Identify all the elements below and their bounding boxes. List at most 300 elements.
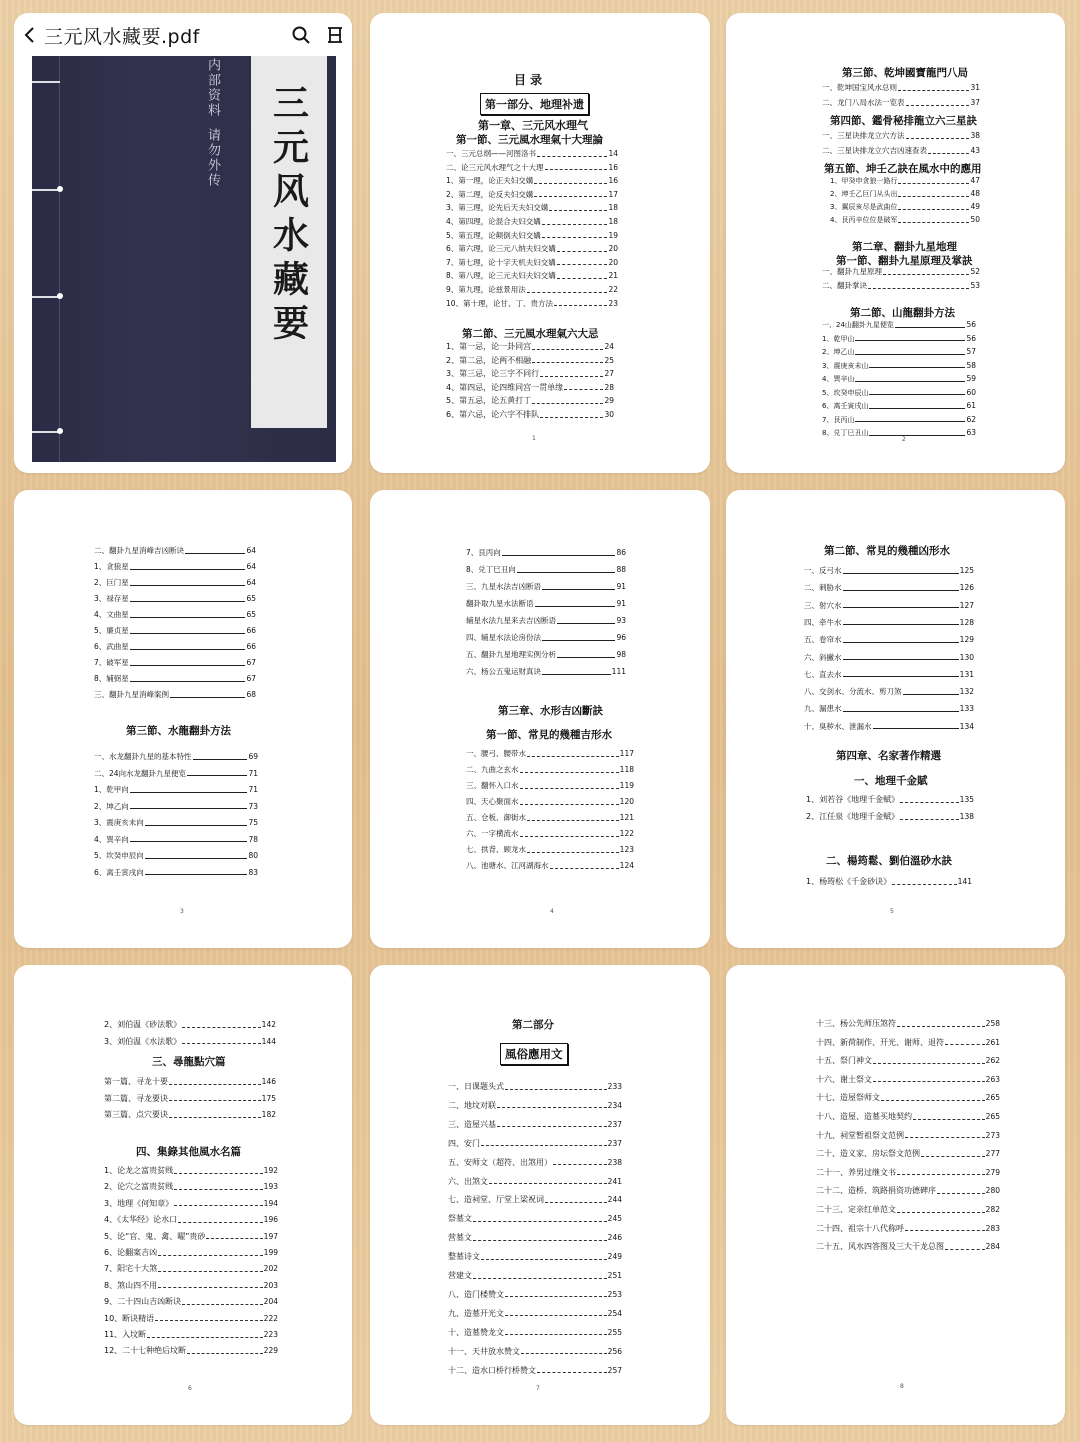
toc-entry[interactable] bbox=[94, 818, 258, 828]
toc-entry-title: 8、第八理，论三元夫妇夫妇交媾 bbox=[446, 271, 556, 281]
leader-line bbox=[542, 233, 608, 238]
leader-line bbox=[505, 1292, 607, 1297]
toc-entry[interactable] bbox=[822, 347, 976, 357]
leader-line bbox=[869, 363, 965, 368]
leader-line bbox=[897, 1022, 985, 1027]
toc-entry[interactable] bbox=[822, 131, 980, 141]
toc-entry[interactable] bbox=[446, 203, 618, 213]
leader-line bbox=[497, 1122, 607, 1127]
leader-line bbox=[843, 672, 959, 677]
toc-entry[interactable] bbox=[816, 1224, 1000, 1234]
toc-entry-page-number: 86 bbox=[616, 548, 626, 557]
toc-entry-title: 一、翻卦九星原理 bbox=[822, 267, 882, 276]
toc-entry[interactable] bbox=[104, 1330, 278, 1340]
toc-entry-page-number: 17 bbox=[608, 189, 618, 199]
toc-entry[interactable] bbox=[448, 1139, 622, 1149]
toc-entry-page-number: 237 bbox=[607, 1138, 622, 1148]
toc-entry[interactable] bbox=[816, 1112, 1000, 1122]
toc-entry[interactable] bbox=[466, 650, 626, 660]
chapter-heading: 第三章、水形吉凶斷訣 bbox=[498, 705, 603, 717]
toc-page-6[interactable] bbox=[14, 965, 352, 1425]
toc-entry[interactable] bbox=[94, 642, 256, 652]
toc-entry-title: 5、第五理，论颠倒夫妇交媾 bbox=[446, 230, 541, 240]
leader-line bbox=[542, 670, 611, 675]
page-number: 1 bbox=[532, 435, 536, 442]
toc-entry[interactable] bbox=[446, 383, 614, 393]
toc-entry[interactable] bbox=[448, 1290, 622, 1300]
leader-line bbox=[873, 724, 959, 729]
toc-page-3[interactable] bbox=[14, 490, 352, 948]
leader-line bbox=[869, 431, 965, 436]
toc-entry[interactable] bbox=[804, 687, 974, 697]
toc-entry-title: 二、论三元风水理气之十大理 bbox=[446, 162, 544, 172]
toc-entry[interactable] bbox=[466, 582, 626, 592]
toc-entry[interactable] bbox=[830, 176, 980, 186]
leader-line bbox=[906, 101, 970, 106]
toc-entry[interactable] bbox=[446, 342, 614, 352]
leader-line bbox=[473, 1236, 607, 1241]
search-button[interactable] bbox=[284, 13, 318, 57]
toc-entry-title: 六、出煞文 bbox=[448, 1176, 488, 1186]
section-heading: 第一節、三元風水理氣十大理論 bbox=[456, 134, 603, 146]
toc-entry[interactable] bbox=[446, 271, 618, 281]
toc-entry-page-number: 193 bbox=[263, 1182, 278, 1192]
toc-entry[interactable] bbox=[448, 1177, 622, 1187]
toc-entry[interactable] bbox=[816, 1056, 1000, 1066]
leader-line bbox=[855, 377, 965, 382]
page-layout-button[interactable] bbox=[318, 13, 352, 57]
toc-entry[interactable] bbox=[448, 1252, 622, 1262]
toc-entry[interactable] bbox=[94, 546, 256, 556]
page-number: 4 bbox=[550, 908, 554, 915]
toc-entry[interactable] bbox=[94, 868, 258, 878]
toc-entry-title: 1、刘若谷《地理千金赋》 bbox=[806, 795, 900, 804]
toc-entry-title: 二十、造义家、房坛祭文范例 bbox=[816, 1149, 920, 1159]
leader-line bbox=[883, 270, 969, 275]
toc-entry[interactable] bbox=[816, 1075, 1000, 1085]
toc-entry[interactable] bbox=[804, 583, 974, 593]
toc-entry[interactable] bbox=[804, 566, 974, 576]
leader-line bbox=[900, 815, 959, 820]
chevron-left-icon bbox=[23, 26, 35, 44]
toc-entry[interactable] bbox=[94, 802, 258, 812]
leader-line bbox=[898, 86, 969, 91]
section-heading: 第三節、乾坤國寶龍門八局 bbox=[842, 67, 968, 79]
leader-line bbox=[527, 848, 619, 853]
toc-entry[interactable] bbox=[804, 653, 974, 663]
leader-line bbox=[130, 661, 246, 666]
toc-entry-page-number: 20 bbox=[608, 244, 618, 254]
toc-entry[interactable] bbox=[104, 1020, 276, 1030]
toc-entry[interactable] bbox=[466, 633, 626, 643]
leader-line bbox=[557, 247, 608, 252]
toc-entry[interactable] bbox=[448, 1120, 622, 1130]
toc-entry-page-number: 111 bbox=[611, 667, 626, 676]
toc-entry[interactable] bbox=[448, 1328, 622, 1338]
toc-entry[interactable] bbox=[446, 190, 618, 200]
toc-entry-page-number: 262 bbox=[985, 1056, 1000, 1066]
toc-entry[interactable] bbox=[806, 877, 972, 887]
toc-entry-title: 4、文曲星 bbox=[94, 610, 129, 619]
toc-entry[interactable] bbox=[816, 1186, 1000, 1196]
toc-entry[interactable] bbox=[94, 851, 258, 861]
toc-entry[interactable] bbox=[94, 674, 256, 684]
section-heading: 第二節、常見的幾種凶形水 bbox=[824, 545, 950, 557]
toc-entry-page-number: 91 bbox=[616, 582, 626, 591]
leader-line bbox=[130, 804, 248, 809]
book-cover bbox=[32, 56, 336, 462]
leader-line bbox=[187, 1349, 262, 1354]
toc-entry[interactable] bbox=[446, 163, 618, 173]
leader-line bbox=[489, 1179, 607, 1184]
leader-line bbox=[557, 274, 608, 279]
toc-entry-page-number: 66 bbox=[246, 626, 256, 635]
toc-entry[interactable] bbox=[446, 231, 618, 241]
toc-entry[interactable] bbox=[816, 1205, 1000, 1215]
toc-entry[interactable] bbox=[446, 244, 618, 254]
leader-line bbox=[928, 149, 969, 154]
toc-entry[interactable] bbox=[446, 258, 618, 268]
toc-entry[interactable] bbox=[94, 594, 256, 604]
toc-entry-page-number: 65 bbox=[246, 594, 256, 603]
toc-entry-title: 六、一字横流水 bbox=[466, 829, 519, 838]
toc-entry-title: 2、坤乙山 bbox=[822, 348, 855, 356]
leader-line bbox=[534, 192, 607, 197]
search-icon bbox=[291, 25, 311, 45]
toc-entry[interactable] bbox=[466, 813, 634, 823]
leader-line bbox=[892, 880, 957, 885]
toc-entry-title: 三、翻卦九星消峰案例 bbox=[94, 690, 169, 699]
toc-entry[interactable] bbox=[822, 428, 976, 438]
leader-line bbox=[564, 385, 603, 390]
toc-entry[interactable] bbox=[816, 1168, 1000, 1178]
toc-entry[interactable] bbox=[94, 835, 258, 845]
toc-page-1[interactable] bbox=[370, 13, 710, 473]
toc-entry-title: 九、造墓开光文 bbox=[448, 1308, 504, 1318]
toc-entry-page-number: 229 bbox=[263, 1346, 278, 1356]
toc-entry-page-number: 131 bbox=[959, 669, 974, 679]
leader-line bbox=[913, 1115, 985, 1120]
toc-entry[interactable] bbox=[446, 217, 618, 227]
toc-entry[interactable] bbox=[804, 618, 974, 628]
toc-entry-title: 二、三星诀排龙立穴吉凶速查表 bbox=[822, 146, 927, 155]
toc-entry-page-number: 64 bbox=[246, 562, 256, 571]
toc-entry[interactable] bbox=[822, 401, 976, 411]
toc-entry[interactable] bbox=[806, 795, 974, 805]
toc-entry-title: 五、卷帘水 bbox=[804, 635, 842, 645]
toc-entry[interactable] bbox=[94, 658, 256, 668]
toc-entry-title: 1、第一忌，论一卦同宫 bbox=[446, 342, 532, 351]
toc-entry-page-number: 16 bbox=[608, 162, 618, 172]
toc-entry[interactable] bbox=[448, 1101, 622, 1111]
toc-entry-title: 二、24向水龙翻卦九星便览 bbox=[94, 768, 187, 778]
toc-page-5[interactable] bbox=[726, 490, 1065, 948]
leader-line bbox=[520, 832, 619, 837]
toc-entry[interactable] bbox=[466, 797, 634, 807]
toc-entry[interactable] bbox=[830, 215, 980, 225]
toc-entry[interactable] bbox=[822, 281, 980, 291]
toc-entry[interactable] bbox=[446, 369, 614, 379]
toc-entry-title: 八、交剑水、分流水、剪刀煞 bbox=[804, 687, 902, 697]
toc-entry-title: 3、第三忌，论三字不同行 bbox=[446, 369, 540, 379]
toc-entry-title: 辅星水法九星来去吉凶断语 bbox=[466, 616, 556, 625]
page-number: 6 bbox=[188, 1385, 192, 1392]
toc-entry[interactable] bbox=[104, 1215, 278, 1225]
toc-entry[interactable] bbox=[448, 1195, 622, 1205]
cover-side-text: 请勿外传 bbox=[205, 128, 220, 188]
toc-entry-title: 10、第十理，论甘、丁、贵方法 bbox=[446, 298, 554, 308]
toc-entry[interactable] bbox=[804, 601, 974, 611]
toc-entry[interactable] bbox=[816, 1019, 1000, 1029]
toc-page-8[interactable] bbox=[726, 965, 1065, 1425]
toc-page-2[interactable] bbox=[726, 13, 1065, 473]
toc-entry-page-number: 202 bbox=[263, 1264, 278, 1274]
toc-entry[interactable] bbox=[448, 1309, 622, 1319]
binding-stitch bbox=[32, 431, 60, 433]
toc-entry[interactable] bbox=[446, 356, 614, 366]
toc-entry-title: 八、造门楼赞文 bbox=[448, 1289, 504, 1299]
toc-entry[interactable] bbox=[466, 749, 634, 759]
page-number: 7 bbox=[536, 1385, 540, 1392]
toc-entry[interactable] bbox=[104, 1232, 278, 1242]
leader-line bbox=[868, 284, 969, 289]
toc-entry[interactable] bbox=[94, 785, 258, 795]
toc-entry[interactable] bbox=[104, 1077, 276, 1087]
toc-entry-title: 十、造墓赞龙文 bbox=[448, 1327, 504, 1337]
leader-line bbox=[174, 1185, 263, 1190]
leader-line bbox=[158, 1267, 263, 1272]
toc-entry-page-number: 261 bbox=[985, 1037, 1000, 1047]
toc-entry[interactable] bbox=[822, 361, 976, 371]
toc-entry-page-number: 49 bbox=[970, 202, 980, 211]
toc-entry[interactable] bbox=[822, 334, 976, 344]
leader-line bbox=[521, 1349, 607, 1354]
toc-entry[interactable] bbox=[466, 667, 626, 677]
toc-entry-page-number: 253 bbox=[607, 1289, 622, 1299]
toc-entry[interactable] bbox=[804, 704, 974, 714]
toc-entry[interactable] bbox=[822, 388, 976, 398]
toc-entry-title: 四、牵牛水 bbox=[804, 617, 842, 627]
toc-entry[interactable] bbox=[448, 1082, 622, 1092]
toc-entry[interactable] bbox=[816, 1093, 1000, 1103]
toc-entry-page-number: 23 bbox=[608, 298, 618, 308]
toc-entry[interactable] bbox=[448, 1347, 622, 1357]
toc-entry-page-number: 255 bbox=[607, 1327, 622, 1337]
toc-entry[interactable] bbox=[816, 1038, 1000, 1048]
toc-entry-page-number: 64 bbox=[246, 546, 256, 555]
toc-entry[interactable] bbox=[104, 1182, 278, 1192]
toc-entry[interactable] bbox=[806, 812, 974, 822]
toc-entry-title: 7、艮丙向 bbox=[466, 548, 501, 557]
toc-entry[interactable] bbox=[104, 1166, 278, 1176]
toc-entry-title: 二、九曲之玄水 bbox=[466, 765, 519, 774]
toc-entry[interactable] bbox=[466, 861, 634, 871]
toc-entry-page-number: 126 bbox=[959, 583, 974, 593]
back-button[interactable] bbox=[14, 13, 44, 57]
toc-entry[interactable] bbox=[816, 1242, 1000, 1252]
toc-entry-title: 5、论“官、鬼、禽、曜”贵砂 bbox=[104, 1231, 206, 1241]
page-number: 8 bbox=[900, 1383, 904, 1390]
toc-entry[interactable] bbox=[448, 1158, 622, 1168]
toc-entry-page-number: 175 bbox=[261, 1093, 276, 1103]
leader-line bbox=[557, 653, 615, 658]
toc-entry[interactable] bbox=[104, 1199, 278, 1209]
toc-entry-page-number: 238 bbox=[607, 1157, 622, 1167]
toc-entry[interactable] bbox=[94, 769, 258, 779]
toc-entry-page-number: 133 bbox=[959, 704, 974, 714]
leader-line bbox=[843, 655, 959, 660]
leader-line bbox=[182, 1023, 261, 1028]
toc-entry[interactable] bbox=[104, 1110, 276, 1120]
section-heading: 第五節、坤壬乙訣在風水中的應用 bbox=[824, 163, 982, 175]
toc-page-7[interactable] bbox=[370, 965, 710, 1425]
toc-entry[interactable] bbox=[466, 548, 626, 558]
toc-entry-page-number: 223 bbox=[263, 1330, 278, 1339]
toc-entry-page-number: 58 bbox=[966, 360, 976, 370]
toc-entry-page-number: 124 bbox=[619, 861, 634, 870]
toc-entry[interactable] bbox=[466, 781, 634, 791]
toc-entry[interactable] bbox=[448, 1271, 622, 1281]
toc-entry-title: 2、第二忌，论两不相融 bbox=[446, 355, 532, 365]
toc-page-4[interactable] bbox=[370, 490, 710, 948]
toc-entry-page-number: 60 bbox=[966, 387, 976, 397]
toc-entry-page-number: 284 bbox=[985, 1242, 1000, 1252]
toc-entry[interactable] bbox=[822, 98, 980, 108]
toc-entry-title: 4、巽辛山 bbox=[822, 375, 855, 383]
toc-entry[interactable] bbox=[446, 299, 618, 309]
toc-entry[interactable] bbox=[104, 1094, 276, 1104]
leader-line bbox=[855, 336, 965, 341]
leader-line bbox=[481, 1141, 607, 1146]
section-heading: 第一節、常見的幾種吉形水 bbox=[486, 729, 612, 741]
toc-entry[interactable] bbox=[446, 176, 618, 186]
toc-entry-page-number: 96 bbox=[616, 633, 626, 642]
toc-entry-page-number: 192 bbox=[263, 1166, 278, 1175]
toc-entry[interactable] bbox=[804, 722, 974, 732]
toc-entry[interactable] bbox=[448, 1233, 622, 1243]
toc-entry[interactable] bbox=[104, 1264, 278, 1274]
toc-entry[interactable] bbox=[822, 267, 980, 277]
toc-entry-title: 2、刘伯温《砂法歌》 bbox=[104, 1020, 182, 1029]
toc-entry[interactable] bbox=[104, 1314, 278, 1324]
toc-entry[interactable] bbox=[104, 1297, 278, 1307]
toc-entry[interactable] bbox=[448, 1366, 622, 1376]
toc-entry[interactable] bbox=[94, 690, 256, 700]
toc-entry[interactable] bbox=[466, 829, 634, 839]
toc-entry-title: 十三、杨公先师压煞符 bbox=[816, 1019, 896, 1028]
toc-entry-title: 3、刘伯温《水法歌》 bbox=[104, 1036, 182, 1046]
toc-entry[interactable] bbox=[830, 202, 980, 212]
leader-line bbox=[869, 390, 965, 395]
toc-entry[interactable] bbox=[104, 1281, 278, 1291]
leader-line bbox=[843, 569, 959, 574]
leader-line bbox=[532, 358, 603, 363]
toc-entry[interactable] bbox=[816, 1131, 1000, 1141]
toc-entry[interactable] bbox=[822, 146, 980, 156]
toc-entry[interactable] bbox=[94, 752, 258, 762]
toc-entry-page-number: 37 bbox=[970, 98, 980, 107]
toc-entry[interactable] bbox=[466, 565, 626, 575]
toc-entry[interactable] bbox=[466, 616, 626, 626]
toc-entry-title: 祭墓文 bbox=[448, 1214, 472, 1224]
toc-entry-title: 十九、祠堂暂祖祭文范例 bbox=[816, 1130, 904, 1140]
toc-entry-title: 7、阳宅十大煞 bbox=[104, 1264, 158, 1274]
leader-line bbox=[905, 1226, 985, 1231]
toc-entry[interactable] bbox=[804, 670, 974, 680]
part-title: 風俗應用文 bbox=[500, 1043, 568, 1065]
toc-entry[interactable] bbox=[448, 1214, 622, 1224]
leader-line bbox=[130, 837, 248, 842]
page-number: 3 bbox=[180, 908, 184, 915]
leader-line bbox=[130, 581, 246, 586]
toc-entry[interactable] bbox=[94, 610, 256, 620]
toc-entry[interactable] bbox=[830, 189, 980, 199]
toc-entry[interactable] bbox=[446, 396, 614, 406]
toc-entry-title: 二、刺胁水 bbox=[804, 583, 842, 593]
toc-entry[interactable] bbox=[446, 410, 614, 420]
toc-entry-page-number: 56 bbox=[966, 320, 976, 329]
toc-entry-page-number: 66 bbox=[246, 642, 256, 651]
toc-entry[interactable] bbox=[446, 285, 618, 295]
toc-entry-title: 3、禄存星 bbox=[94, 594, 129, 603]
toc-entry[interactable] bbox=[104, 1346, 278, 1356]
leader-line bbox=[542, 220, 608, 225]
toc-entry-page-number: 129 bbox=[959, 635, 974, 645]
toc-entry[interactable] bbox=[822, 415, 976, 425]
toc-entry[interactable] bbox=[816, 1149, 1000, 1159]
toc-entry[interactable] bbox=[446, 149, 618, 159]
toc-entry[interactable] bbox=[94, 578, 256, 588]
leader-line bbox=[520, 784, 619, 789]
leader-line bbox=[545, 165, 608, 170]
leader-line bbox=[843, 638, 959, 643]
toc-entry-title: 第一篇、寻龙十要 bbox=[104, 1077, 168, 1086]
toc-entry-page-number: 263 bbox=[985, 1074, 1000, 1084]
toc-entry-page-number: 196 bbox=[263, 1215, 278, 1225]
leader-line bbox=[170, 693, 245, 698]
toc-entry[interactable] bbox=[104, 1248, 278, 1258]
binding-stitch bbox=[32, 81, 60, 83]
toc-entry-page-number: 144 bbox=[261, 1036, 276, 1046]
toc-entry-title: 1、论龙之富贵贫贱 bbox=[104, 1166, 174, 1175]
toc-entry[interactable] bbox=[804, 635, 974, 645]
leader-line bbox=[903, 690, 959, 695]
toc-entry[interactable] bbox=[94, 626, 256, 636]
toc-entry-page-number: 16 bbox=[608, 176, 618, 186]
toc-entry[interactable] bbox=[822, 83, 980, 93]
leader-line bbox=[178, 1218, 263, 1223]
toc-entry[interactable] bbox=[466, 845, 634, 855]
toc-entry-title: 五、安师文（超符、出煞用） bbox=[448, 1157, 552, 1167]
toc-entry-title: 11、入坟断 bbox=[104, 1330, 147, 1339]
toc-entry[interactable] bbox=[822, 374, 976, 384]
leader-line bbox=[557, 260, 608, 265]
toc-entry-title: 4、艮丙辛位位是破军 bbox=[830, 216, 898, 224]
toc-entry[interactable] bbox=[94, 562, 256, 572]
toc-entry-page-number: 265 bbox=[985, 1112, 1000, 1121]
toc-entry-page-number: 282 bbox=[985, 1205, 1000, 1214]
toc-entry-page-number: 277 bbox=[985, 1149, 1000, 1159]
part-heading: 第二部分 bbox=[512, 1019, 554, 1031]
toc-entry[interactable] bbox=[822, 320, 976, 330]
leader-line bbox=[945, 1245, 985, 1250]
toc-entry[interactable] bbox=[466, 765, 634, 775]
leader-line bbox=[497, 1103, 607, 1108]
toc-entry[interactable] bbox=[466, 599, 626, 609]
leader-line bbox=[130, 565, 246, 570]
toc-entry[interactable] bbox=[104, 1037, 276, 1047]
toc-entry-title: 营建文 bbox=[448, 1271, 472, 1280]
